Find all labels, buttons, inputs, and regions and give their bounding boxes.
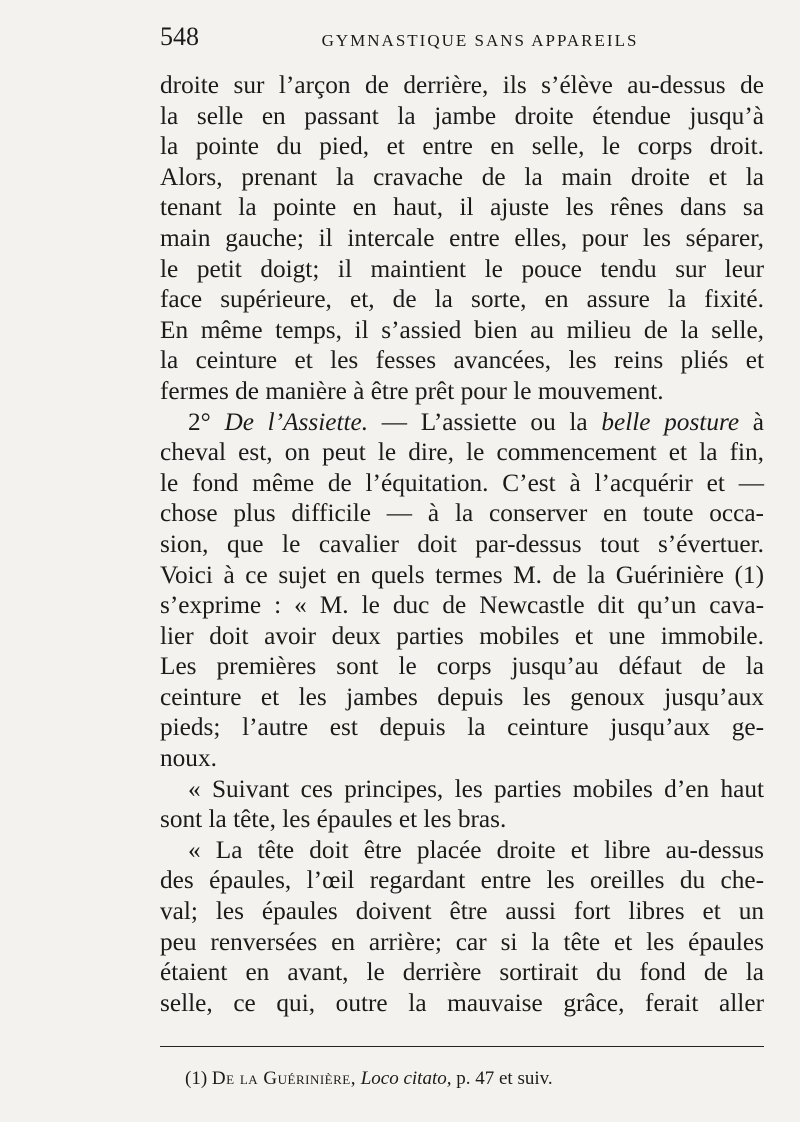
footnote-marker: (1) [185,1068,208,1089]
italic-phrase: belle posture [601,407,740,436]
text-line: « Suivant ces principes, les parties mobiles d’en haut [188,774,764,803]
text-line: main gauche; il intercale entre elles, pour les séparer, [160,223,764,252]
footnote [185,1068,553,1090]
text-line: ceinture et les jambes depuis les genoux jusqu’aux [160,682,764,711]
text-line: le petit doigt; il maintient le pouce tendu sur leur [160,254,764,283]
text-line: sont la tête, les épaules et les bras. [160,805,507,834]
text-line: face supérieure, et, de la sorte, en assure la fixité. [160,285,764,314]
text-line: cheval est, on peut le dire, le commencement et la fin, [160,438,764,467]
text-line: Alors, prenant la cravache de la main droite et la [160,162,764,191]
footnote-rule [160,1046,764,1047]
text-line: val; les épaules doivent être aussi fort libres et un [160,897,764,926]
text-line: droite sur l’arçon de derrière, ils s’élève au-dessus de [160,71,764,99]
footnote-reference: p. 47 et suiv. [456,1068,553,1089]
text-line: la selle en passant la jambe droite étendue jusqu’à [160,101,764,130]
page-number: 548 [160,22,199,51]
footnote-work: Loco citato, [360,1068,452,1089]
text-line: le fond même de l’équitation. C’est à l’acquérir et — [160,468,764,497]
text-line: étaient en avant, le derrière sortirait du fond de la [160,958,764,987]
section-intro: — L’assiette ou la [368,407,602,436]
running-title: GYMNASTIQUE SANS APPAREILS [321,31,639,50]
text-line: Voici à ce sujet en quels termes M. de la Guérinière (1) [160,560,764,589]
text-line: lier doit avoir deux parties mobiles et une immobile. [160,621,764,650]
section-heading-line [160,407,764,438]
text-line: noux. [160,744,217,773]
text-line: s’exprime : « M. le duc de Newcastle dit qu’un cava- [160,591,764,620]
text-line: « La tête doit être placée droite et libre au-dessus [188,835,764,864]
text-line: la pointe du pied, et entre en selle, le corps droit. [160,132,764,161]
text-line: pieds; l’autre est depuis la ceinture jusqu’aux ge- [160,713,764,742]
text-line: Les premières sont le corps jusqu’au défaut de la [160,652,764,681]
section-number: 2° [188,407,211,436]
text-line: des épaules, l’œil regardant entre les oreilles du che- [160,866,764,895]
page-header [160,22,770,58]
section-heading: De l’Assiette. [224,407,369,436]
text-line: la ceinture et les fesses avancées, les reins pliés et [160,346,764,375]
text-line: selle, ce qui, outre la mauvaise grâce, ferait aller [160,988,764,1017]
section-tail: à [739,407,765,436]
text-line: peu renversées en arrière; car si la tête et les épaules [160,927,764,956]
text-line: sion, que le cavalier doit par-dessus tout s’évertuer. [160,529,764,558]
text-line: fermes de manière à être prêt pour le mouvement. [160,376,664,405]
text-line: En même temps, il s’assied bien au milieu de la selle, [160,315,764,344]
footnote-author: De la Guérinière, [211,1068,356,1089]
body-text [160,70,764,1018]
text-line: chose plus difficile — à la conserver en toute occa- [160,499,764,528]
text-line: tenant la pointe en haut, il ajuste les rênes dans sa [160,193,764,222]
